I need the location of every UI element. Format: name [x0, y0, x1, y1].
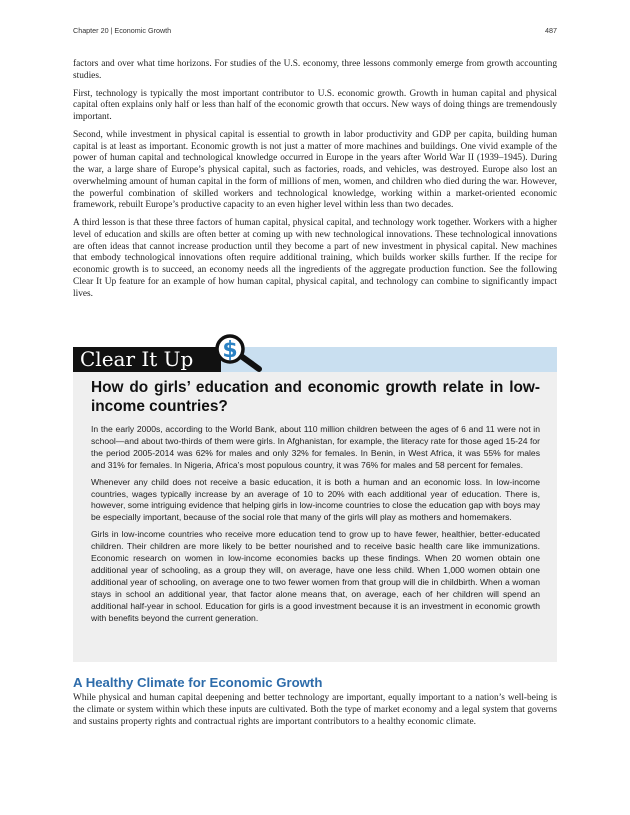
body-text: [73, 59, 557, 306]
feature-title: Clear It Up: [73, 347, 221, 372]
section-paragraph: While physical and human capital deepening and better technology are important, equally important to a nation’s well-being is the climate or system within which these inputs are cultivated. Both the type of market economy and a legal system that governs and sustains property rights and contractual rights are important contributors to a healthy economic climate.: [73, 693, 557, 727]
feature-paragraph: Whenever any child does not receive a basic education, it is both a human and an economic loss. In low-income countries, wages typically increase by an average of 10 to 20% with each additional year of education. There is, however, some intriguing evidence that helping girls in low-income countries to close the education gap with boys may be especially important, because of the social role that many of the girls will play as mothers and homemakers.: [91, 476, 540, 523]
magnifier-dollar-icon: [214, 333, 264, 375]
body-paragraph: First, technology is typically the most important contributor to U.S. economic growth. Growth in human capital and physical capital often explains only half or less than half of the economic growth that occurs. New ways of doing things are tremendously important.: [73, 88, 557, 122]
dollar-sign: $: [222, 338, 238, 363]
section-body: [73, 693, 557, 728]
feature-question: How do girls’ education and economic growth relate in low-income countries?: [91, 379, 540, 415]
section-heading: A Healthy Climate for Economic Growth: [73, 675, 323, 690]
clear-it-up-box: [73, 372, 557, 662]
chapter-title: Chapter 20 | Economic Growth: [73, 26, 172, 35]
body-paragraph: Second, while investment in physical capital is essential to growth in labor productivity and GDP per capita, building human capital is at least as important. Economic growth is not just a matter of more machines and buildings. One vivid example of the power of human capital and technological knowledge occurred in Europe in the years after World War II (1939–1945). During the war, a large share of Europe’s physical capital, such as factories, roads, and vehicles, was destroyed. Europe also lost an overwhelming amount of human capital in the form of millions of men, women, and children who died during the war. However, the powerful combination of skilled workers and technological knowledge, working within a market-oriented economic framework, rebuilt Europe’s productive capacity to an even higher level within less than two decades.: [73, 129, 557, 211]
feature-paragraph: In the early 2000s, according to the World Bank, about 110 million children between the ages of 6 and 11 were not in school—and about two-thirds of them were girls. In Afghanistan, for example, the literacy rate for those aged 15-24 for the period 2005-2014 was 62% for males and only 32% for females. In Benin, in West Africa, it was 55% for males and 31% for females. In Nigeria, Africa’s most populous country, it was 76% for males and 58 percent for females.: [91, 424, 540, 470]
running-header: [73, 26, 557, 35]
page-number: 487: [545, 26, 557, 35]
feature-paragraph: Girls in low-income countries who receive more education tend to grow up to have fewer, healthier, better-educated children. Their children are more likely to be better nourished and to receive basic health care like immunizations. Economic research on women in low-income economies backs up these findings. When 20 women obtain one additional year of schooling, as a group they will, on average, have one less child. When 1,000 women obtain one additional year of schooling, on average one to two fewer women from that group will die in childbirth. When a woman stays in school an additional year, that factor alone means that, on average, each of her children will spend an additional half-year in school. Education for girls is a good investment because it is an investment in economic growth with benefits beyond the current generation.: [91, 529, 540, 623]
body-paragraph: factors and over what time horizons. For studies of the U.S. economy, three lessons commonly emerge from growth accounting studies.: [73, 59, 557, 81]
body-paragraph: A third lesson is that these three factors of human capital, physical capital, and technology work together. Workers with a higher level of education and skills are often better at coming up with new technological innovations. These technological innovations are often ideas that cannot increase production until they become a part of new investment in physical capital. New machines that embody technological innovations often require additional training, which builds worker skills further. If the recipe for economic growth is to succeed, an economy needs all the ingredients of the aggregate production function. See the following Clear It Up feature for an example of how human capital, physical capital, and technology can combine to significantly impact lives.: [73, 218, 557, 299]
